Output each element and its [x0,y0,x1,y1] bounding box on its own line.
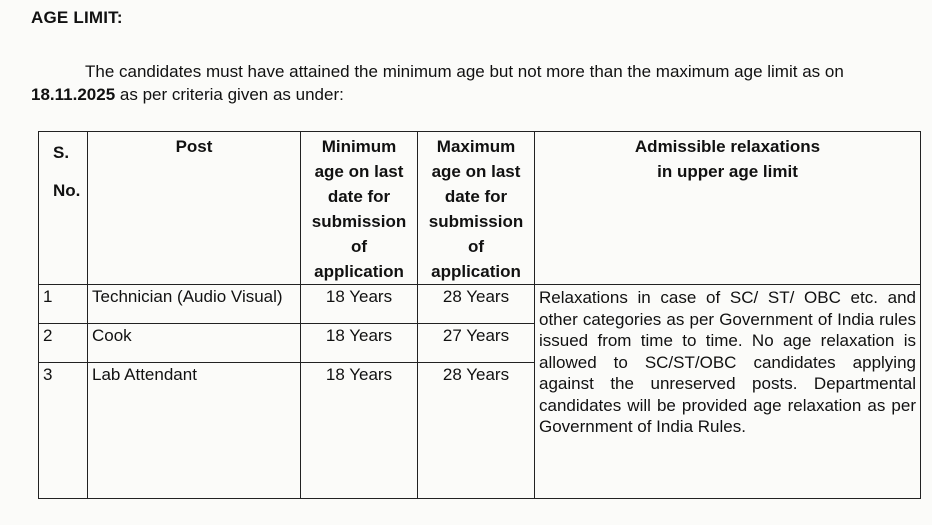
header-relaxation: Admissible relaxations in upper age limit [535,132,921,285]
header-sno: S. No. [39,132,88,285]
cell-max-age: 28 Years [418,363,535,499]
cell-min-age: 18 Years [301,324,418,363]
cell-sno: 3 [39,363,88,499]
cell-sno: 1 [39,285,88,324]
age-limit-table [38,131,921,499]
cell-min-age: 18 Years [301,363,418,499]
section-heading: AGE LIMIT: [31,8,123,27]
cell-min-age: 18 Years [301,285,418,324]
cell-sno: 2 [39,324,88,363]
cutoff-date: 18.11.2025 [31,85,116,104]
intro-text-after: as per criteria given as under: [119,85,344,104]
cell-max-age: 28 Years [418,285,535,324]
cell-relaxation: Relaxations in case of SC/ ST/ OBC etc. and other categories as per Government of India rules issued from time to time. No age relaxation is allowed to SC/ST/OBC candidates applying against the unreserved posts. Departmental candidates will be provided age relaxation as per Government of India Rules. [535,285,921,499]
cell-post: Technician (Audio Visual) [88,285,301,324]
cell-post: Cook [88,324,301,363]
header-min-age: Minimum age on last date for submission of application [301,132,418,285]
table-row [39,285,921,324]
table-header-row [39,132,921,285]
intro-text: The candidates must have attained the minimum age but not more than the maximum age limit as on [85,62,844,81]
cell-post: Lab Attendant [88,363,301,499]
intro-paragraph [31,60,921,106]
header-post: Post [88,132,301,285]
cell-max-age: 27 Years [418,324,535,363]
header-max-age: Maximum age on last date for submission of application [418,132,535,285]
